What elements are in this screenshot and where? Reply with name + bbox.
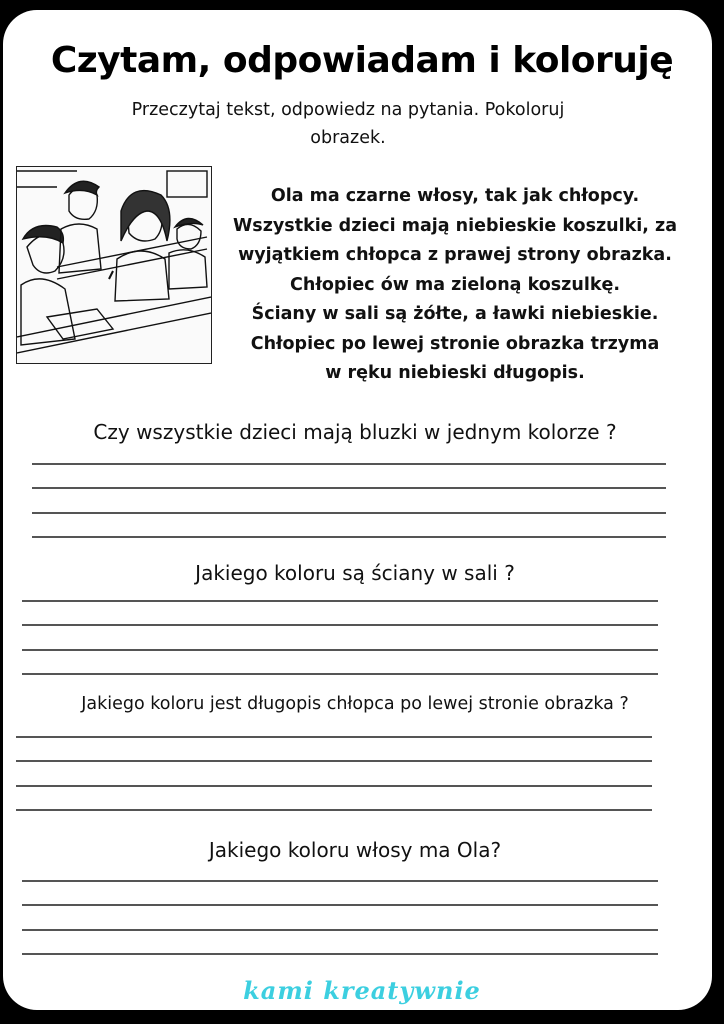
answer-line[interactable] — [32, 536, 666, 538]
answer-line[interactable] — [22, 880, 658, 882]
brand-watermark: kami kreatywnie — [243, 976, 481, 1005]
story-line: wyjątkiem chłopca z prawej strony obrazka. — [238, 245, 672, 265]
worksheet-title: Czytam, odpowiadam i koloruję — [50, 40, 674, 81]
answer-line[interactable] — [22, 600, 658, 602]
question-2: Jakiego koloru są ściany w sali ? — [195, 561, 515, 585]
instruction-line-2: obrazek. — [310, 128, 386, 148]
story-line: Ola ma czarne włosy, tak jak chłopcy. — [270, 186, 640, 206]
answer-line[interactable] — [16, 809, 652, 811]
question-4: Jakiego koloru włosy ma Ola? — [208, 838, 502, 862]
story-line: Chłopiec ów ma zieloną koszulkę. — [290, 274, 620, 295]
classroom-coloring-illustration — [16, 166, 212, 364]
instruction-text — [78, 96, 618, 152]
question-1: Czy wszystkie dzieci mają bluzki w jednym kolorze ? — [93, 420, 617, 444]
instruction-line-1: Przeczytaj tekst, odpowiedz na pytania. Pokoloruj — [131, 100, 565, 120]
answer-line[interactable] — [32, 463, 666, 465]
answer-line[interactable] — [16, 736, 652, 738]
answer-line[interactable] — [22, 904, 658, 906]
answer-line[interactable] — [22, 624, 658, 626]
answer-line[interactable] — [22, 673, 658, 675]
story-text — [212, 182, 698, 389]
answer-line[interactable] — [32, 487, 666, 489]
story-line: Ściany w sali są żółte, a ławki niebieskie. — [251, 304, 659, 324]
answer-line[interactable] — [32, 512, 666, 514]
question-3: Jakiego koloru jest długopis chłopca po lewej stronie obrazka ? — [81, 694, 629, 714]
answer-line[interactable] — [16, 785, 652, 787]
classroom-drawing — [17, 167, 211, 363]
answer-line[interactable] — [16, 760, 652, 762]
answer-line[interactable] — [22, 649, 658, 651]
answer-line[interactable] — [22, 929, 658, 931]
story-line: Wszystkie dzieci mają niebieskie koszulki, za — [232, 215, 678, 236]
answer-line[interactable] — [22, 953, 658, 955]
story-line: Chłopiec po lewej stronie obrazka trzyma — [250, 333, 660, 354]
story-line: w ręku niebieski długopis. — [325, 363, 585, 383]
